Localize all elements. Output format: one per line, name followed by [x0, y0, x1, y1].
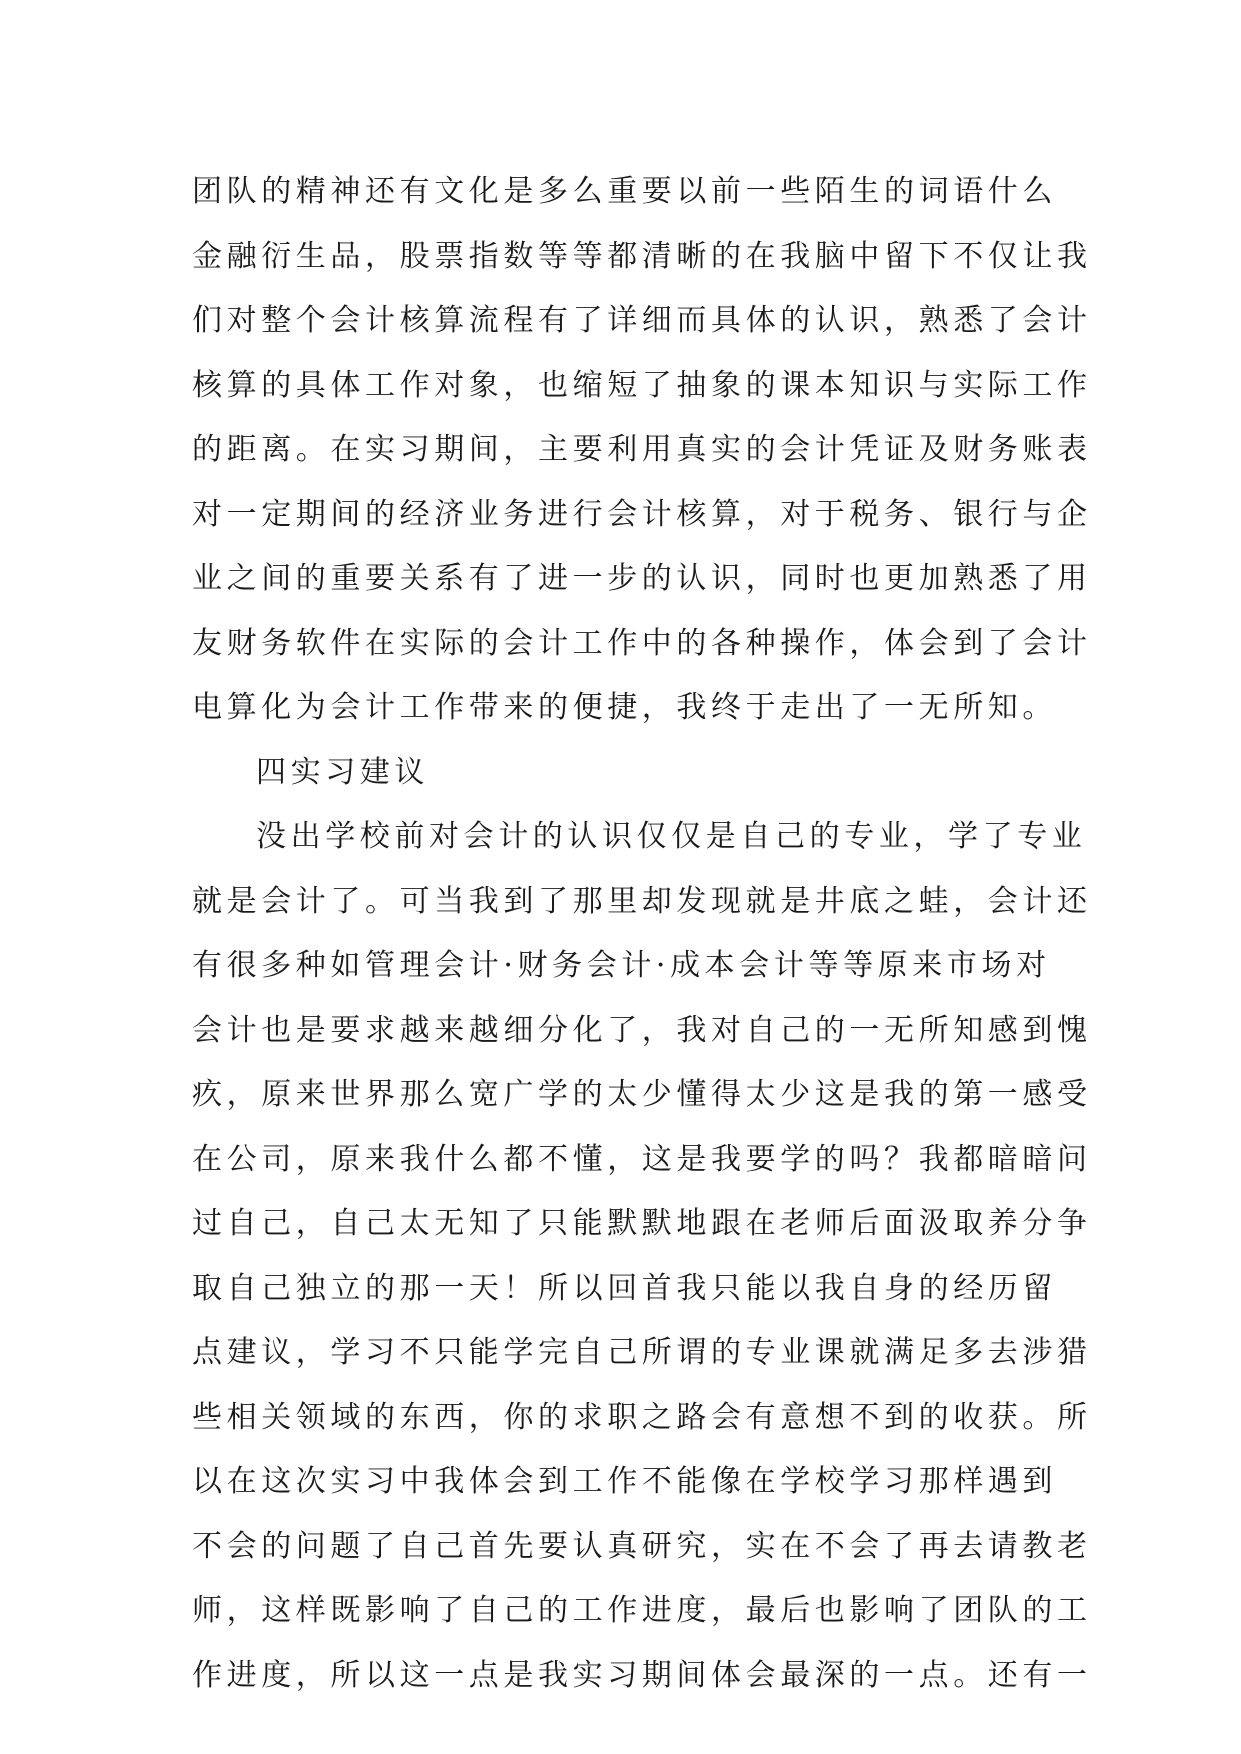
text-line: 就是会计了。可当我到了那里却发现就是井底之蛙，会计还 [192, 883, 1092, 919]
text-line: 的距离。在实习期间，主要利用真实的会计凭证及财务账表 [192, 432, 1092, 467]
text-line: 在公司，原来我什么都不懂，这是我要学的吗？我都暗暗问 [192, 1141, 1092, 1177]
text-line: 有很多种如管理会计·财务会计·成本会计等等原来市场对 [192, 948, 1051, 983]
text-line: 取自己独立的那一天！所以回首我只能以我自身的经历留 [192, 1270, 1057, 1306]
text-line: 团队的精神还有文化是多么重要以前一些陌生的词语什么 [192, 174, 1057, 209]
text-line: 些相关领域的东西，你的求职之路会有意想不到的收获。所 [192, 1399, 1092, 1435]
text-line: 作进度，所以这一点是我实习期间体会最深的一点。还有一 [192, 1657, 1092, 1693]
text-line: 们对整个会计核算流程有了详细而具体的认识，熟悉了会计 [192, 303, 1092, 338]
text-line: 不会的问题了自己首先要认真研究，实在不会了再去请教老 [192, 1528, 1092, 1564]
body-text [192, 160, 1092, 1708]
paragraph-first-line: 没出学校前对会计的认识仅仅是自己的专业，学了专业 [256, 819, 1087, 854]
text-line: 对一定期间的经济业务进行会计核算，对于税务、银行与企 [192, 496, 1092, 532]
text-line: 点建议，学习不只能学完自己所谓的专业课就满足多去涉猎 [192, 1335, 1092, 1370]
text-line: 核算的具体工作对象，也缩短了抽象的课本知识与实际工作 [192, 367, 1092, 403]
text-line: 电算化为会计工作带来的便捷，我终于走出了一无所知。 [192, 690, 1057, 725]
text-line: 疚，原来世界那么宽广学的太少懂得太少这是我的第一感受 [192, 1077, 1092, 1112]
text-line: 过自己，自己太无知了只能默默地跟在老师后面汲取养分争 [192, 1206, 1092, 1241]
text-line: 以在这次实习中我体会到工作不能像在学校学习那样遇到 [192, 1464, 1057, 1499]
text-line: 金融衍生品，股票指数等等都清晰的在我脑中留下不仅让我 [192, 238, 1092, 274]
text-line: 会计也是要求越来越细分化了，我对自己的一无所知感到愧 [192, 1012, 1092, 1048]
section-heading: 四实习建议 [256, 754, 429, 790]
text-line: 业之间的重要关系有了进一步的认识，同时也更加熟悉了用 [192, 561, 1092, 596]
text-line: 友财务软件在实际的会计工作中的各种操作，体会到了会计 [192, 625, 1092, 661]
text-line: 师，这样既影响了自己的工作进度，最后也影响了团队的工 [192, 1593, 1092, 1628]
